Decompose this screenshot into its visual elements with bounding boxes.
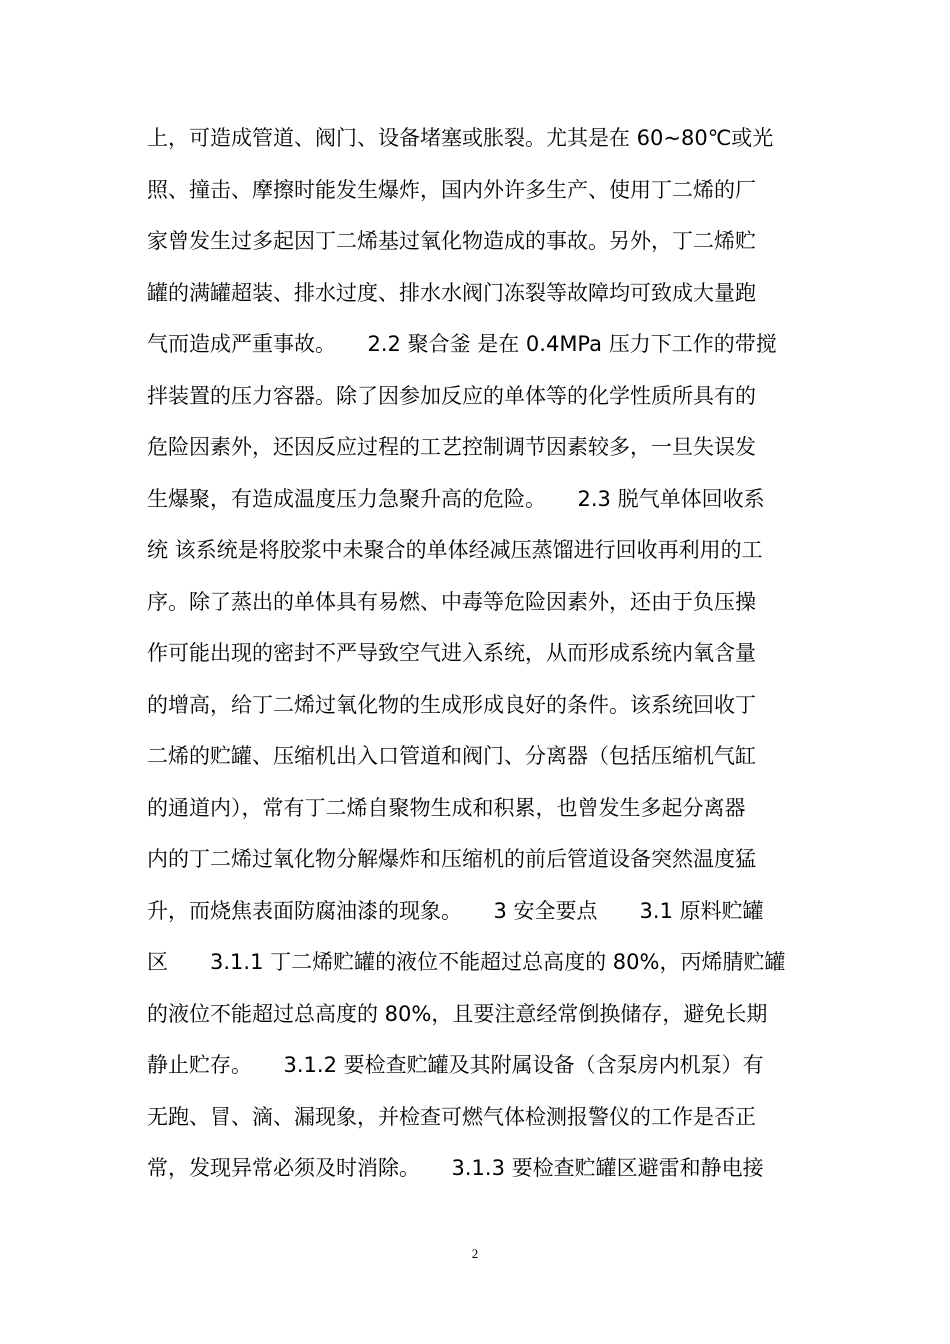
text-line: 作可能出现的密封不严导致空气进入系统，从而形成系统内氧含量 [147, 641, 756, 665]
page-number: 2 [471, 1246, 479, 1261]
text-line: 二烯的贮罐、压缩机出入口管道和阀门、分离器（包括压缩机气缸 [147, 744, 756, 768]
text-line: 家曾发生过多起因丁二烯基过氧化物造成的事故。另外，丁二烯贮 [147, 229, 756, 253]
text-line: 拌装置的压力容器。除了因参加反应的单体等的化学性质所具有的 [147, 383, 756, 408]
text-line: 的液位不能超过总高度的 80%，且要注意经常倒换储存，避免长期 [147, 1001, 768, 1026]
body-text [147, 113, 807, 1195]
text-line: 统 该系统是将胶浆中未聚合的单体经减压蒸馏进行回收再利用的工 [147, 538, 763, 562]
text-line: 的通道内），常有丁二烯自聚物生成和积累，也曾发生多起分离器 [147, 795, 746, 820]
text-line: 危险因素外，还因反应过程的工艺控制调节因素较多，一旦失误发 [147, 435, 756, 459]
text-line: 升，而烧焦表面防腐油漆的现象。 3 安全要点 3.1 原料贮罐 [147, 898, 764, 923]
text-line: 区 3.1.1 丁二烯贮罐的液位不能超过总高度的 80%，丙烯腈贮罐 [147, 950, 786, 974]
text-line: 常，发现异常必须及时消除。 3.1.3 要检查贮罐区避雷和静电接 [147, 1156, 764, 1180]
text-line: 无跑、冒、滴、漏现象，并检查可燃气体检测报警仪的工作是否正 [147, 1104, 756, 1129]
text-line: 气而造成严重事故。 2.2 聚合釜 是在 0.4MPa 压力下工作的带搅 [147, 332, 777, 356]
text-line: 的增高，给丁二烯过氧化物的生成形成良好的条件。该系统回收丁 [147, 692, 756, 717]
text-line: 序。除了蒸出的单体具有易燃、中毒等危险因素外，还由于负压操 [147, 589, 756, 614]
text-line: 生爆聚，有造成温度压力急聚升高的危险。 2.3 脱气单体回收系 [147, 486, 765, 511]
text-line: 照、撞击、摩擦时能发生爆炸，国内外许多生产、使用丁二烯的厂 [147, 177, 756, 202]
text-line: 上，可造成管道、阀门、设备堵塞或胀裂。尤其是在 60~80℃或光 [147, 126, 774, 150]
text-line: 内的丁二烯过氧化物分解爆炸和压缩机的前后管道设备突然温度猛 [147, 847, 756, 871]
text-line: 罐的满罐超装、排水过度、排水水阀门冻裂等故障均可致成大量跑 [147, 280, 756, 305]
text-line: 静止贮存。 3.1.2 要检查贮罐及其附属设备（含泵房内机泵）有 [147, 1053, 764, 1077]
